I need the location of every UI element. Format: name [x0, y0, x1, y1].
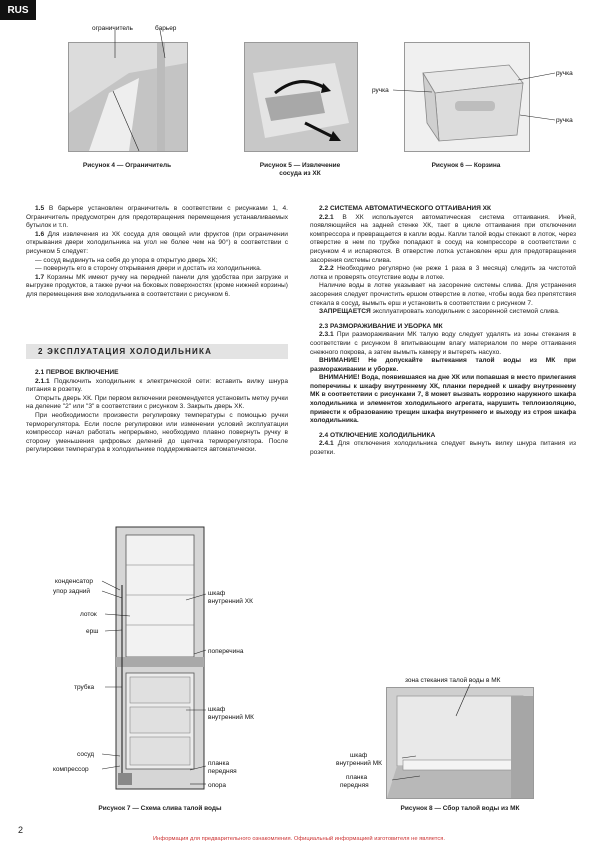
- p17-number: 1.7: [35, 273, 45, 281]
- fig7-label-tray: лоток: [80, 611, 97, 618]
- left-column-top: [26, 205, 288, 300]
- figure-5-drawing: [245, 43, 357, 151]
- right-column: [310, 205, 576, 458]
- fig8-label-front-2: передняя: [340, 782, 369, 789]
- fig7-label-cabinet-mk-2: внутренний МК: [208, 714, 254, 721]
- heading-2-2: 2.2 СИСТЕМА АВТОМАТИЧЕСКОГО ОТТАИВАНИЯ ХК: [319, 205, 492, 212]
- fig8-leaders: [360, 676, 490, 791]
- fig7-label-front-1: планка: [208, 760, 230, 767]
- fig8-caption: Рисунок 8 — Сбор талой воды из МК: [400, 805, 520, 812]
- fig7-label-compressor: компрессор: [53, 766, 89, 773]
- footer-disclaimer: Информация для предварительного ознакомления. Официальный информацией изготовителя не является.: [152, 836, 446, 842]
- fig8-label-cabinet-2: внутренний МК: [336, 760, 382, 767]
- p222-number: 2.2.2: [319, 265, 334, 273]
- fig4-caption: Рисунок 4 — Ограничитель: [82, 162, 172, 169]
- heading-2-4: 2.4 ОТКЛЮЧЕНИЕ ХОЛОДИЛЬНИКА: [319, 431, 436, 439]
- fig7-label-cabinet-xk-2: внутренний ХК: [208, 598, 253, 605]
- p222-text: Необходимо регулярно (не реже 1 раза в 3 месяца) следить за чистотой лотка и проверять отсутствие воды в лотке.: [310, 265, 576, 281]
- p211-number: 2.1.1: [35, 377, 50, 385]
- p231-text: При размораживании МК талую воду следует удалять из зоны стекания в соответствии с рисунком 8 впитывающим влагу материалом по мере оттаивания снежного покрова, а затем вымыть камеру и вытереть насухо.: [310, 331, 576, 356]
- p16-number: 1.6: [35, 230, 45, 238]
- fig7-label-cabinet-xk-1: шкаф: [208, 590, 226, 597]
- fig5-caption-line1: Рисунок 5 — Извлечение: [259, 162, 341, 169]
- fig7-label-condenser: конденсатор: [55, 578, 93, 585]
- p211-text: Подключить холодильник к электрической сети: вставить вилку шнура питания в розетку.: [26, 377, 288, 394]
- left-column-bottom: [26, 366, 288, 455]
- prohibited-label: ЗАПРЕЩАЕТСЯ: [319, 308, 371, 316]
- attention-2: ВНИМАНИЕ! Вода, появившаяся на дне ХК или попавшая в место прилегания поперечины к шкафу внутреннему ХК, планки передней к шкафу внутреннему МК в соответствии с рисунками 7, 8 может вызвать коррозию наружного шкафа холодильника и элементов холодильного агрегата, нарушить теплоизоляцию, привести к образованию трещин шкафа внутреннего и выходу из строя шкафа холодильника.: [310, 374, 576, 425]
- fig7-label-support: опора: [208, 782, 226, 789]
- p241-text: Для отключения холодильника следует вынуть вилку шнура питания из розетки.: [310, 440, 576, 457]
- fig7-label-cabinet-mk-1: шкаф: [208, 706, 226, 713]
- p231-number: 2.3.1: [319, 331, 334, 339]
- fig4-label-limiter: ограничитель: [92, 25, 133, 32]
- p211-text-c: При необходимости произвести регулировку температуры с помощью ручки терморегулятора. Если после регулировки или изменении условий эксплуатации компрессор начал работать непрерывно, необходимо плавно повернуть ручку в сторону уменьшения цифровых делений до щелчка терморегулятора. После регулировки температура в холодильнике поддерживается автоматически.: [26, 411, 288, 454]
- fig7-label-rear-stop: упор задний: [53, 588, 91, 595]
- fig8-label-cabinet-1: шкаф: [350, 752, 368, 759]
- fig6-label-handle-left: ручка: [372, 87, 389, 94]
- fig6-label-handle-right-bottom: ручка: [556, 117, 573, 124]
- p211-text-b: Открыть дверь ХК. При первом включении рекомендуется установить метку ручки на деление "2" или "3" в соответствии с рисунком 3. Закрыть дверь ХК.: [26, 394, 288, 411]
- fig6-leaders: [390, 60, 560, 130]
- figure-5-image: [244, 42, 358, 152]
- fig5-caption-line2: сосуда из ХК: [279, 170, 321, 177]
- fig4-leaders: [60, 20, 200, 60]
- p16-text: Для извлечения из ХК сосуда для овощей или фруктов (при ограничении открывания двери холодильника на угол не более чем на 90°) в соответствии с рисунком 5 следует:: [26, 230, 288, 255]
- fig8-label-zone: зона стекания талой воды в МК: [405, 677, 501, 684]
- p241-number: 2.4.1: [319, 440, 334, 448]
- p15-number: 1.5: [35, 205, 45, 212]
- section-2-heading: 2 ЭКСПЛУАТАЦИЯ ХОЛОДИЛЬНИКА: [26, 344, 288, 359]
- fig7-label-tube: трубка: [74, 684, 95, 691]
- fig7-label-front-2: передняя: [208, 768, 237, 775]
- prohibited-text: эксплуатировать холодильник с засоренной системой слива.: [370, 308, 560, 316]
- p222-text-b: Наличие воды в лотке указывает на засорение системы слива. Для устранения засорения следует прочистить ершом отверстие в лотке, чтобы вода без препятствия стекала в сосуд, вымыть ерш и установить в соответствии с рисунком 7.: [310, 282, 576, 307]
- fig4-label-barrier: барьер: [155, 25, 177, 32]
- fig6-caption: Рисунок 6 — Корзина: [431, 162, 501, 169]
- fig8-label-front-1: планка: [346, 774, 368, 781]
- page-number: 2: [18, 825, 24, 835]
- p16-item-b: — повернуть его в сторону открывания двери и достать из холодильника.: [35, 265, 262, 273]
- heading-2-1: 2.1 ПЕРВОЕ ВКЛЮЧЕНИЕ: [35, 369, 119, 376]
- fig7-label-vessel: сосуд: [77, 751, 95, 758]
- p17-text: Корзины МК имеют ручку на передней панели для удобства при загрузке и выгрузке продуктов, а также ручки на боковых поверхностях (кроме нижней корзины) для перемещения вне холодильника в соответствии с рисунком 6.: [26, 273, 288, 298]
- language-tab: RUS: [0, 0, 36, 20]
- fig7-label-brush: ерш: [86, 628, 99, 635]
- p15-text: В барьере установлен ограничитель в соответствии с рисунками 1, 4. Ограничитель предусмотрен для предотвращения перемещения устанавливаемых бутылок и т.п.: [26, 205, 288, 230]
- fig6-label-handle-right-top: ручка: [556, 70, 573, 77]
- heading-2-3: 2.3 РАЗМОРАЖИВАНИЕ И УБОРКА МК: [319, 322, 443, 330]
- p221-number: 2.2.1: [319, 213, 334, 221]
- fig7-label-crossbar: поперечина: [208, 648, 244, 655]
- attention-1: ВНИМАНИЕ! Не допускайте вытекания талой воды из МК при размораживании и уборке.: [310, 357, 576, 373]
- p16-item-a: — сосуд выдвинуть на себя до упора в открытую дверь ХК;: [35, 256, 218, 264]
- fig7-caption: Рисунок 7 — Схема слива талой воды: [98, 805, 222, 812]
- p221-text: В ХК используется автоматическая система оттаивания. Иней, появляющийся на задней стенке ХК, тает в цикле оттаивания при отключении компрессора и превращается в капли воды. Капли талой воды стекают в лоток, через отверстие в нем по трубке попадают в сосуд на компрессоре в соответствии с рисунком 4 и испаряются. В отверстие лотка установлен ерш для предотвращения засорения системы слива.: [310, 213, 576, 264]
